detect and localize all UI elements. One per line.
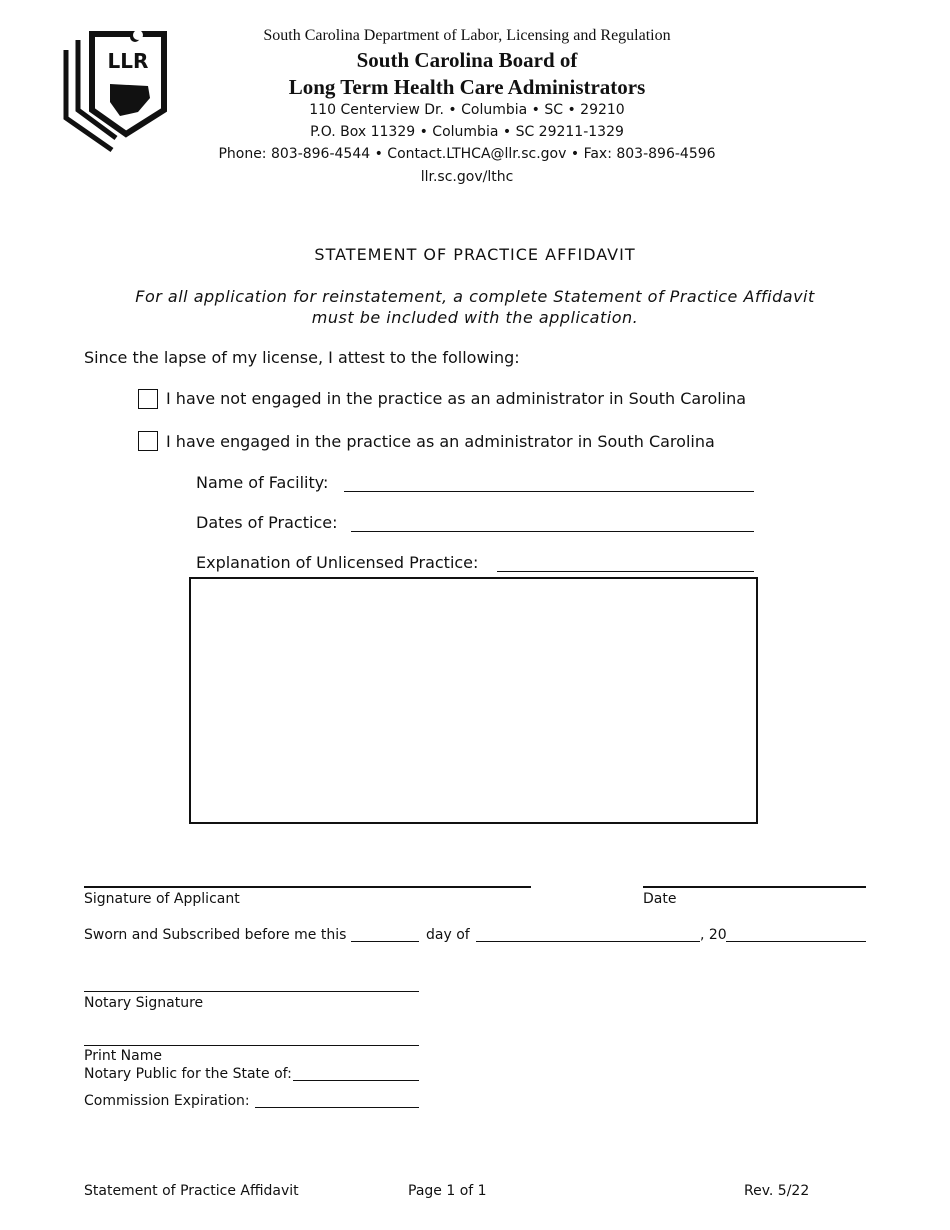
notary-state-field[interactable] xyxy=(293,1080,419,1081)
print-name-label: Print Name xyxy=(84,1048,162,1064)
contact-line: Phone: 803-896-4544 • Contact.LTHCA@llr.sc.gov • Fax: 803-896-4596 xyxy=(218,146,716,162)
facility-label: Name of Facility: xyxy=(196,473,329,492)
applicant-signature-line[interactable] xyxy=(84,886,531,888)
notary-signature-label: Notary Signature xyxy=(84,995,204,1011)
notary-state-label: Notary Public for the State of: xyxy=(84,1066,292,1082)
footer-revision: Rev. 5/22 xyxy=(744,1183,810,1199)
not-engaged-checkbox[interactable] xyxy=(138,389,158,409)
footer-doc-name: Statement of Practice Affidavit xyxy=(84,1183,299,1199)
date-label: Date xyxy=(643,891,677,907)
print-name-line[interactable] xyxy=(84,1045,419,1046)
svg-text:LLR: LLR xyxy=(107,49,149,73)
website: llr.sc.gov/lthc xyxy=(420,169,514,185)
applicant-signature-label: Signature of Applicant xyxy=(84,891,240,907)
sworn-statement: Sworn and Subscribed before me this xyxy=(84,927,347,943)
year-prefix: , 20 xyxy=(700,927,727,943)
commission-label: Commission Expiration: xyxy=(84,1093,250,1109)
explanation-line[interactable] xyxy=(497,571,754,572)
form-title: STATEMENT OF PRACTICE AFFIDAVIT xyxy=(314,245,636,264)
llr-logo xyxy=(60,28,172,156)
llr-logo-mark xyxy=(60,28,172,156)
sworn-day-field[interactable] xyxy=(351,941,419,942)
po-box-address: P.O. Box 11329 • Columbia • SC 29211-1329 xyxy=(310,124,624,140)
instruction-line1: For all application for reinstatement, a complete Statement of Practice Affidavit xyxy=(135,287,815,306)
street-address: 110 Centerview Dr. • Columbia • SC • 29210 xyxy=(309,102,625,118)
commission-field[interactable] xyxy=(255,1107,419,1108)
board-name-line1: South Carolina Board of xyxy=(356,48,578,72)
department-name: South Carolina Department of Labor, Licensing and Regulation xyxy=(263,27,671,44)
notary-signature-line[interactable] xyxy=(84,991,419,992)
sworn-year-field[interactable] xyxy=(726,941,866,942)
board-name-line2: Long Term Health Care Administrators xyxy=(288,75,646,99)
footer-page-number: Page 1 of 1 xyxy=(408,1183,487,1199)
dates-field[interactable] xyxy=(351,531,754,532)
facility-field[interactable] xyxy=(344,491,754,492)
engaged-label: I have engaged in the practice as an administrator in South Carolina xyxy=(166,432,715,451)
not-engaged-label: I have not engaged in the practice as an administrator in South Carolina xyxy=(166,389,747,408)
explanation-textbox[interactable] xyxy=(189,577,758,824)
dates-label: Dates of Practice: xyxy=(196,513,338,532)
instruction-line2: must be included with the application. xyxy=(311,308,639,327)
sworn-month-field[interactable] xyxy=(476,941,700,942)
day-of-label: day of xyxy=(426,927,470,943)
date-line[interactable] xyxy=(643,886,866,888)
attest-statement: Since the lapse of my license, I attest to the following: xyxy=(84,348,520,367)
engaged-checkbox[interactable] xyxy=(138,431,158,451)
explanation-label: Explanation of Unlicensed Practice: xyxy=(196,553,479,572)
